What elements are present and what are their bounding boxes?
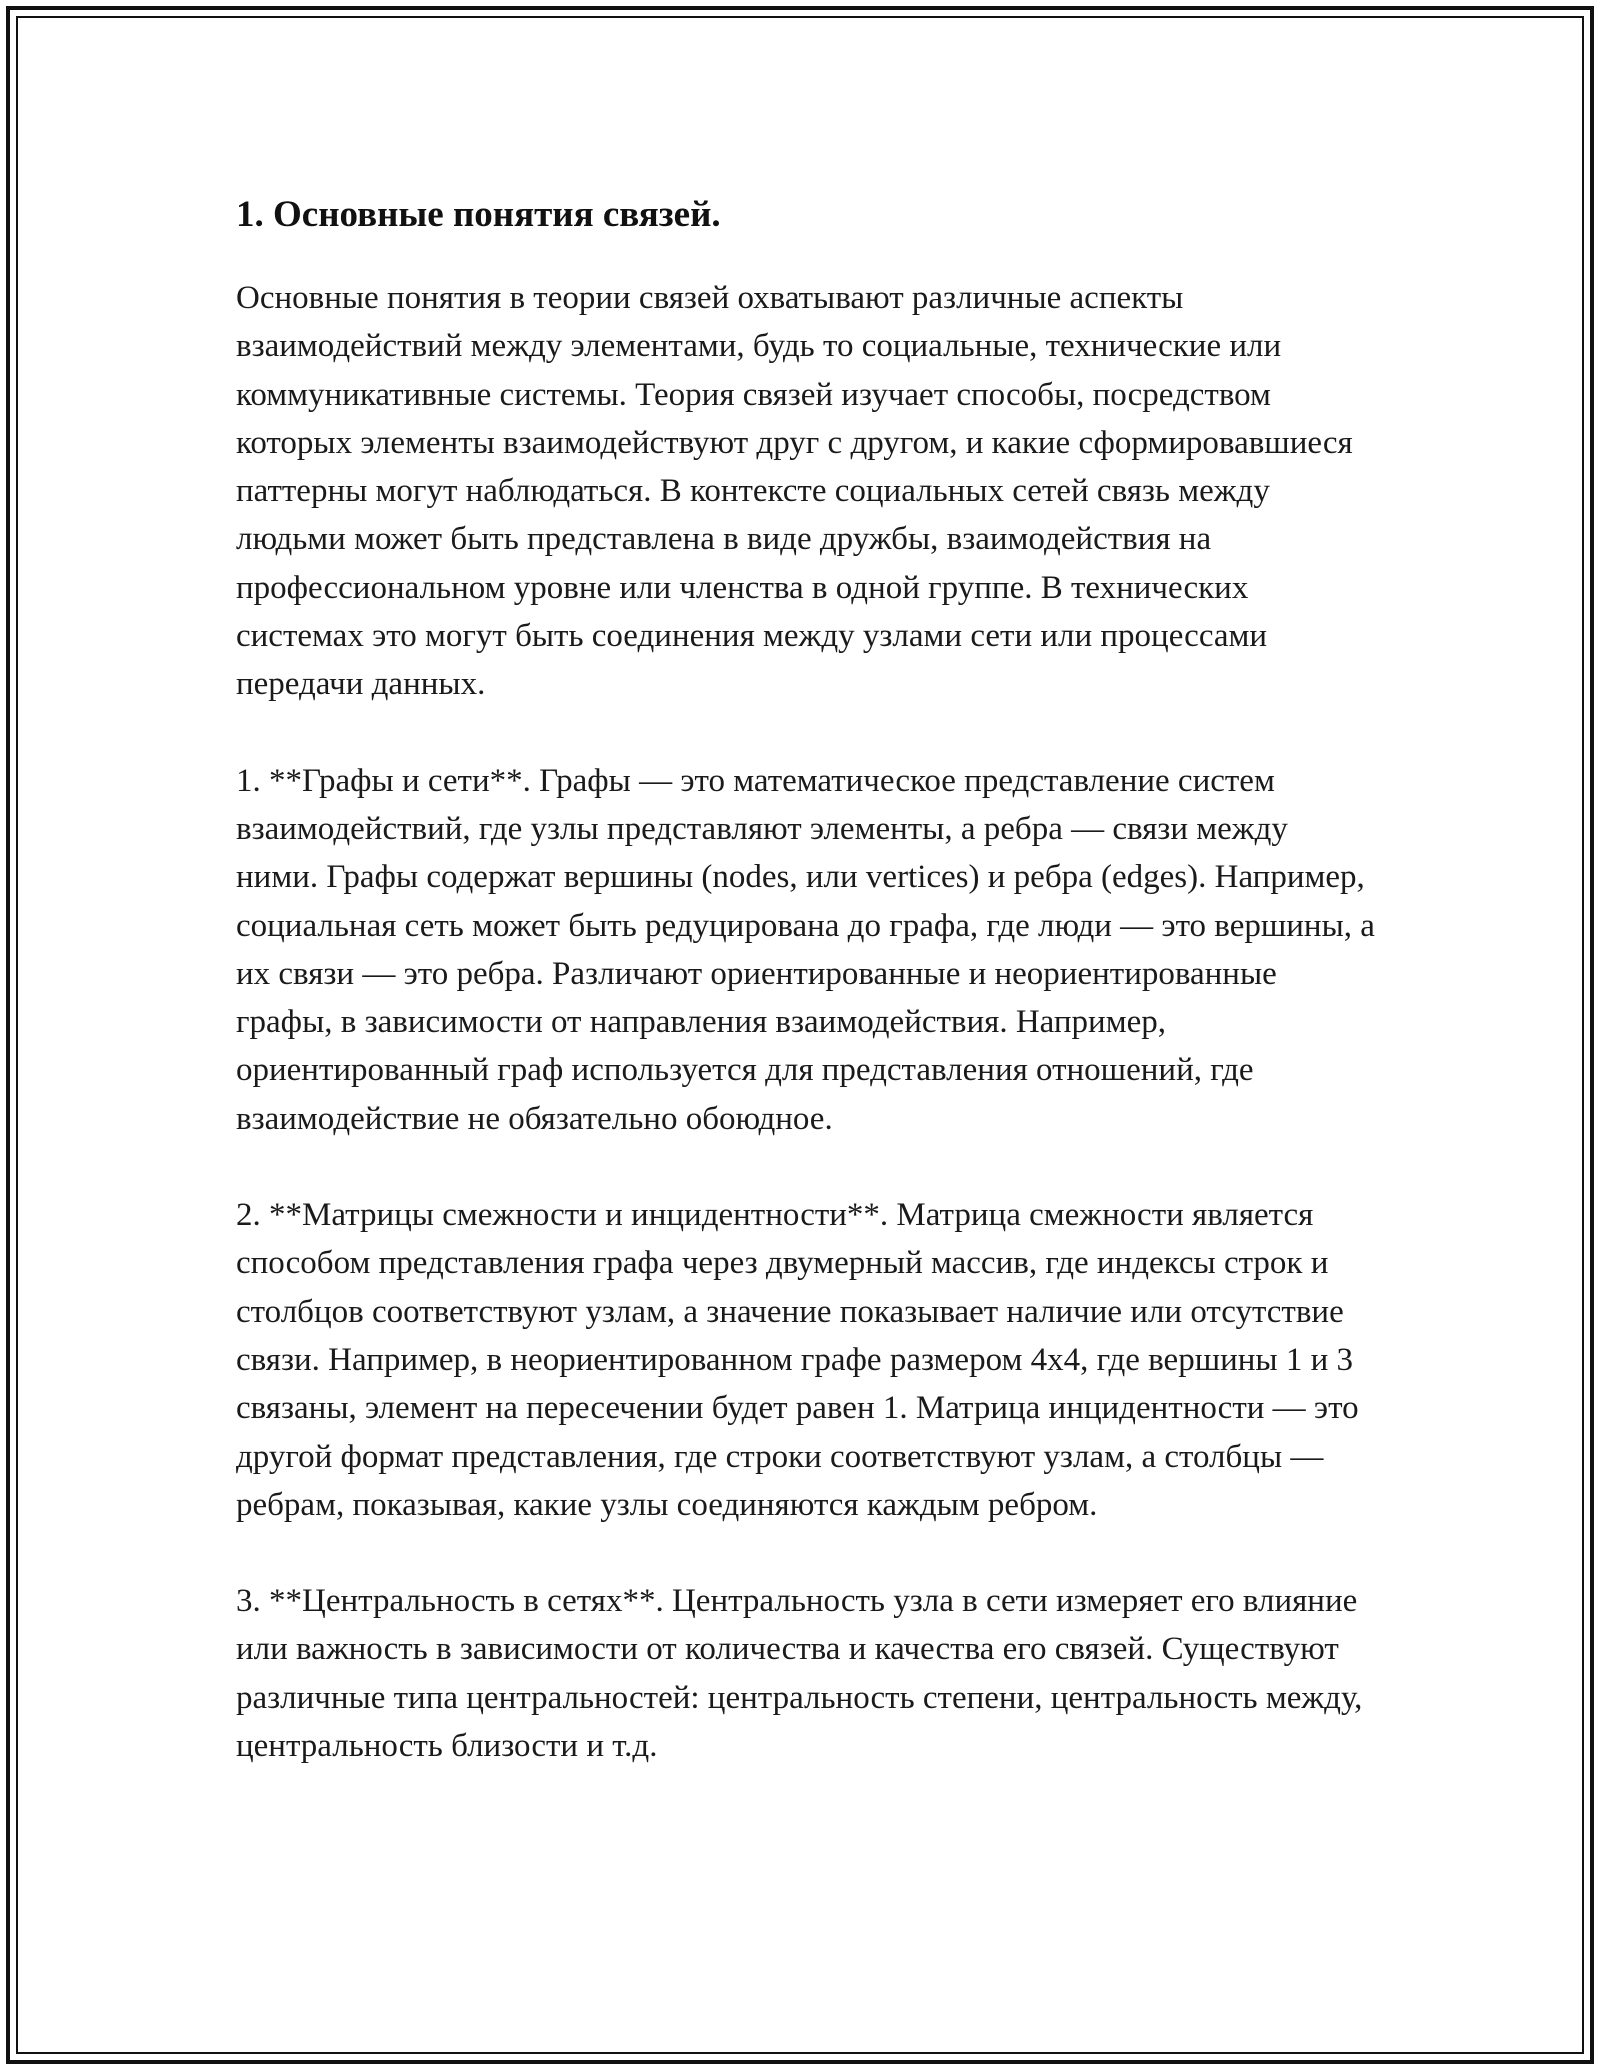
document-body (236, 180, 1376, 1818)
paragraph-centrality: 3. **Центральность в сетях**. Центральность узла в сети измеряет его влияние или важность в зависимости от количества и качества его связей. Существуют различные типа центральностей: центральность степени, центральность между, центральность близости и т.д. (236, 1583, 1363, 1765)
paragraph-intro: Основные понятия в теории связей охватывают различные аспекты взаимодействий между элементами, будь то социальные, технические или коммуникативные системы. Теория связей изучает способы, посредством которых элементы взаимодействуют друг с другом, и какие сформировавшиеся паттерны могут наблюдаться. В контексте социальных сетей связь между людьми может быть представлена в виде дружбы, взаимодействия на профессиональном уровне или членства в одной группе. В технических системах это могут быть соединения между узлами сети или процессами передачи данных. (236, 280, 1353, 703)
section-heading: 1. Основные понятия связей. (236, 194, 721, 235)
paragraph-matrices: 2. **Матрицы смежности и инцидентности**. Матрица смежности является способом представления графа через двумерный массив, где индексы строк и столбцов соответствуют узлам, а значение показывает наличие или отсутствие связи. Например, в неориентированном графе размером 4x4, где вершины 1 и 3 связаны, элемент на пересечении будет равен 1. Матрица инцидентности — это другой формат представления, где строки соответствуют узлам, а столбцы — ребрам, показывая, какие узлы соединяются каждым ребром. (236, 1197, 1359, 1523)
paragraph-graphs: 1. **Графы и сети**. Графы — это математическое представление систем взаимодействий, где узлы представляют элементы, а ребра — связи между ними. Графы содержат вершины (nodes, или vertices) и ребра (edges). Например, социальная сеть может быть редуцирована до графа, где люди — это вершины, а их связи — это ребра. Различают ориентированные и неориентированные графы, в зависимости от направления взаимодействия. Например, ориентированный граф используется для представления отношений, где взаимодействие не обязательно обоюдное. (236, 762, 1375, 1137)
